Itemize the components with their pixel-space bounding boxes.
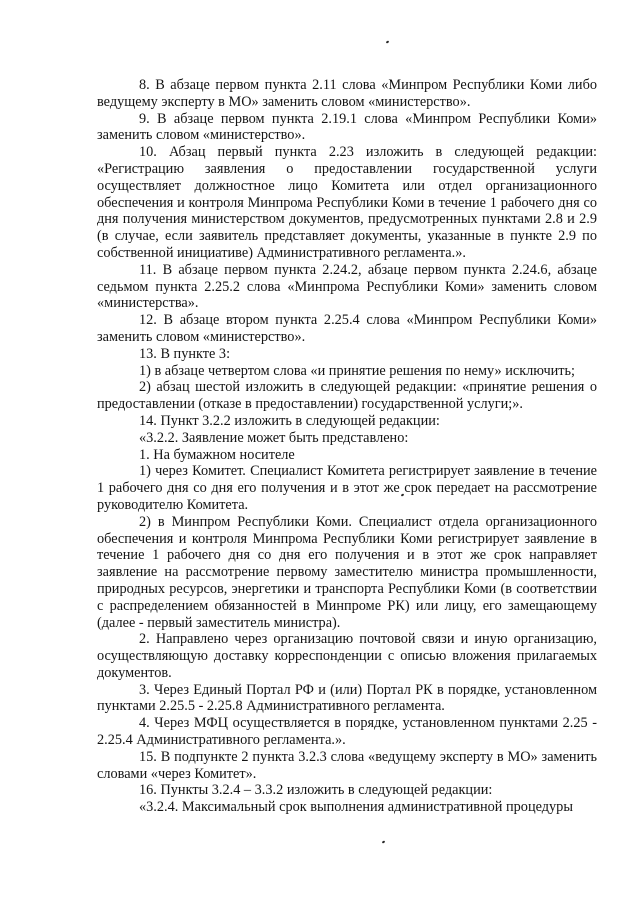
document-body <box>97 77 597 816</box>
paragraph: «3.2.4. Максимальный срок выполнения административной процедуры <box>139 799 573 816</box>
paragraph: 2) в Минпром Республики Коми. Специалист отдела организационного обеспечения и контроля Минпрома Республики Коми регистрирует заявление в течение 1 рабочего дня со дня его получения и в этот же срок направляет заявление на рассмотрение первому заместителю министра промышленности, природных ресурсов, энергетики и транспорта Республики Коми (в соответствии с распределением обязанностей в Минпроме РК) или лицу, его замещающему (далее - первый заместитель министра). <box>97 513 597 631</box>
paragraph: 9. В абзаце первом пункта 2.19.1 слова «Минпром Республики Коми» заменить словом «министерство». <box>97 110 597 144</box>
scan-mark <box>386 40 390 43</box>
paragraph: 13. В пункте 3: <box>139 345 231 362</box>
paragraph: 14. Пункт 3.2.2 изложить в следующей редакции: <box>139 412 440 429</box>
paragraph: 11. В абзаце первом пункта 2.24.2, абзаце первом пункта 2.24.6, абзаце седьмом пункта 2.25.2 слова «Минпрома Республики Коми» заменить словом «министерства». <box>97 261 597 312</box>
paragraph: 2) абзац шестой изложить в следующей редакции: «принятие решения о предоставлении (отказе в предоставлении) государственной услуги;». <box>97 379 597 413</box>
paragraph: 1) в абзаце четвертом слова «и принятие решения по нему» исключить; <box>139 362 576 379</box>
paragraph: 12. В абзаце втором пункта 2.25.4 слова «Минпром Республики Коми» заменить словом «министерство». <box>97 312 597 345</box>
paragraph: 1) через Комитет. Специалист Комитета регистрирует заявление в течение 1 рабочего дня со дня его получения и в этот же срок передает на рассмотрение руководителю Комитета. <box>97 463 597 513</box>
paragraph: «3.2.2. Заявление может быть представлено: <box>139 429 409 446</box>
paragraph: 15. В подпункте 2 пункта 3.2.3 слова «ведущему эксперту в МО» заменить словами «через Комитет». <box>97 748 597 782</box>
paragraph: 3. Через Единый Портал РФ и (или) Портал РК в порядке, установленном пунктами 2.25.5 - 2.25.8 Административного регламента. <box>97 681 597 715</box>
paragraph: 16. Пункты 3.2.4 – 3.3.2 изложить в следующей редакции: <box>139 782 493 799</box>
paragraph: 1. На бумажном носителе <box>139 446 295 463</box>
paragraph: 4. Через МФЦ осуществляется в порядке, установленном пунктами 2.25 - 2.25.4 Административного регламента.». <box>97 715 597 749</box>
paragraph: 2. Направлено через организацию почтовой связи и иную организацию, осуществляющую доставку корреспонденции с описью вложения прилагаемых документов. <box>97 631 597 681</box>
paragraph: 8. В абзаце первом пункта 2.11 слова «Минпром Республики Коми либо ведущему эксперту в МО» заменить словом «министерство». <box>97 77 597 110</box>
scan-mark <box>382 840 386 843</box>
paragraph: 10. Абзац первый пункта 2.23 изложить в следующей редакции: «Регистрацию заявления о предоставлении государственной услуги осуществляет должностное лицо Комитета или отдел организационного обеспечения и контроля Минпрома Республики Коми в течение 1 рабочего дня со дня получения министерством документов, предусмотренных пунктами 2.8 и 2.9 (в случае, если заявитель представляет документы, указанные в пункте 2.9 по собственной инициативе) Административного регламента.». <box>97 144 597 261</box>
